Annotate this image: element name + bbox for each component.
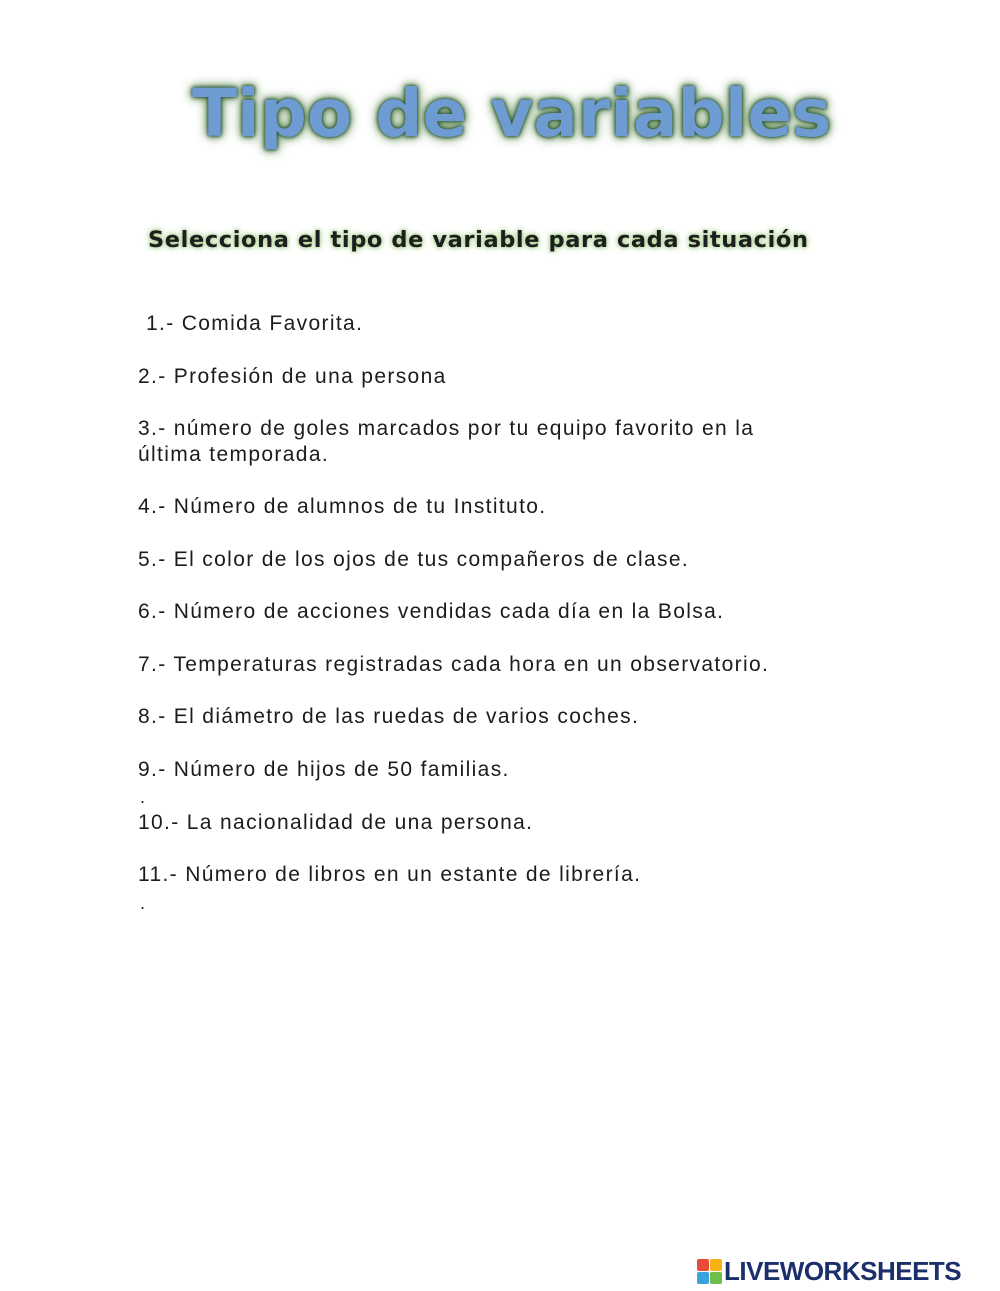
question-item-3-continuation: última temporada. <box>138 443 330 466</box>
question-item-9: 9.- Número de hijos de 50 familias. <box>138 758 510 781</box>
instructions-subtitle: Selecciona el tipo de variable para cada situación <box>148 227 809 253</box>
question-item-7: 7.- Temperaturas registradas cada hora en un observatorio. <box>138 653 770 676</box>
liveworksheets-watermark <box>697 1257 961 1285</box>
stray-dot: . <box>140 893 146 913</box>
page-title: Tipo de variables <box>192 75 832 152</box>
stray-dot: . <box>140 787 146 807</box>
question-item-2: 2.- Profesión de una persona <box>138 365 447 388</box>
question-item-4: 4.- Número de alumnos de tu Instituto. <box>138 495 547 518</box>
question-item-8: 8.- El diámetro de las ruedas de varios coches. <box>138 705 640 728</box>
brand-name: LIVEWORKSHEETS <box>724 1256 962 1286</box>
question-item-6: 6.- Número de acciones vendidas cada día en la Bolsa. <box>138 600 725 623</box>
question-item-3: 3.- número de goles marcados por tu equipo favorito en la <box>138 417 755 440</box>
liveworksheets-logo-icon <box>697 1259 721 1283</box>
question-item-5: 5.- El color de los ojos de tus compañeros de clase. <box>138 548 690 571</box>
question-item-11: 11.- Número de libros en un estante de librería. <box>138 863 642 886</box>
question-item-1: 1.- Comida Favorita. <box>146 312 364 335</box>
question-item-10: 10.- La nacionalidad de una persona. <box>138 811 534 834</box>
